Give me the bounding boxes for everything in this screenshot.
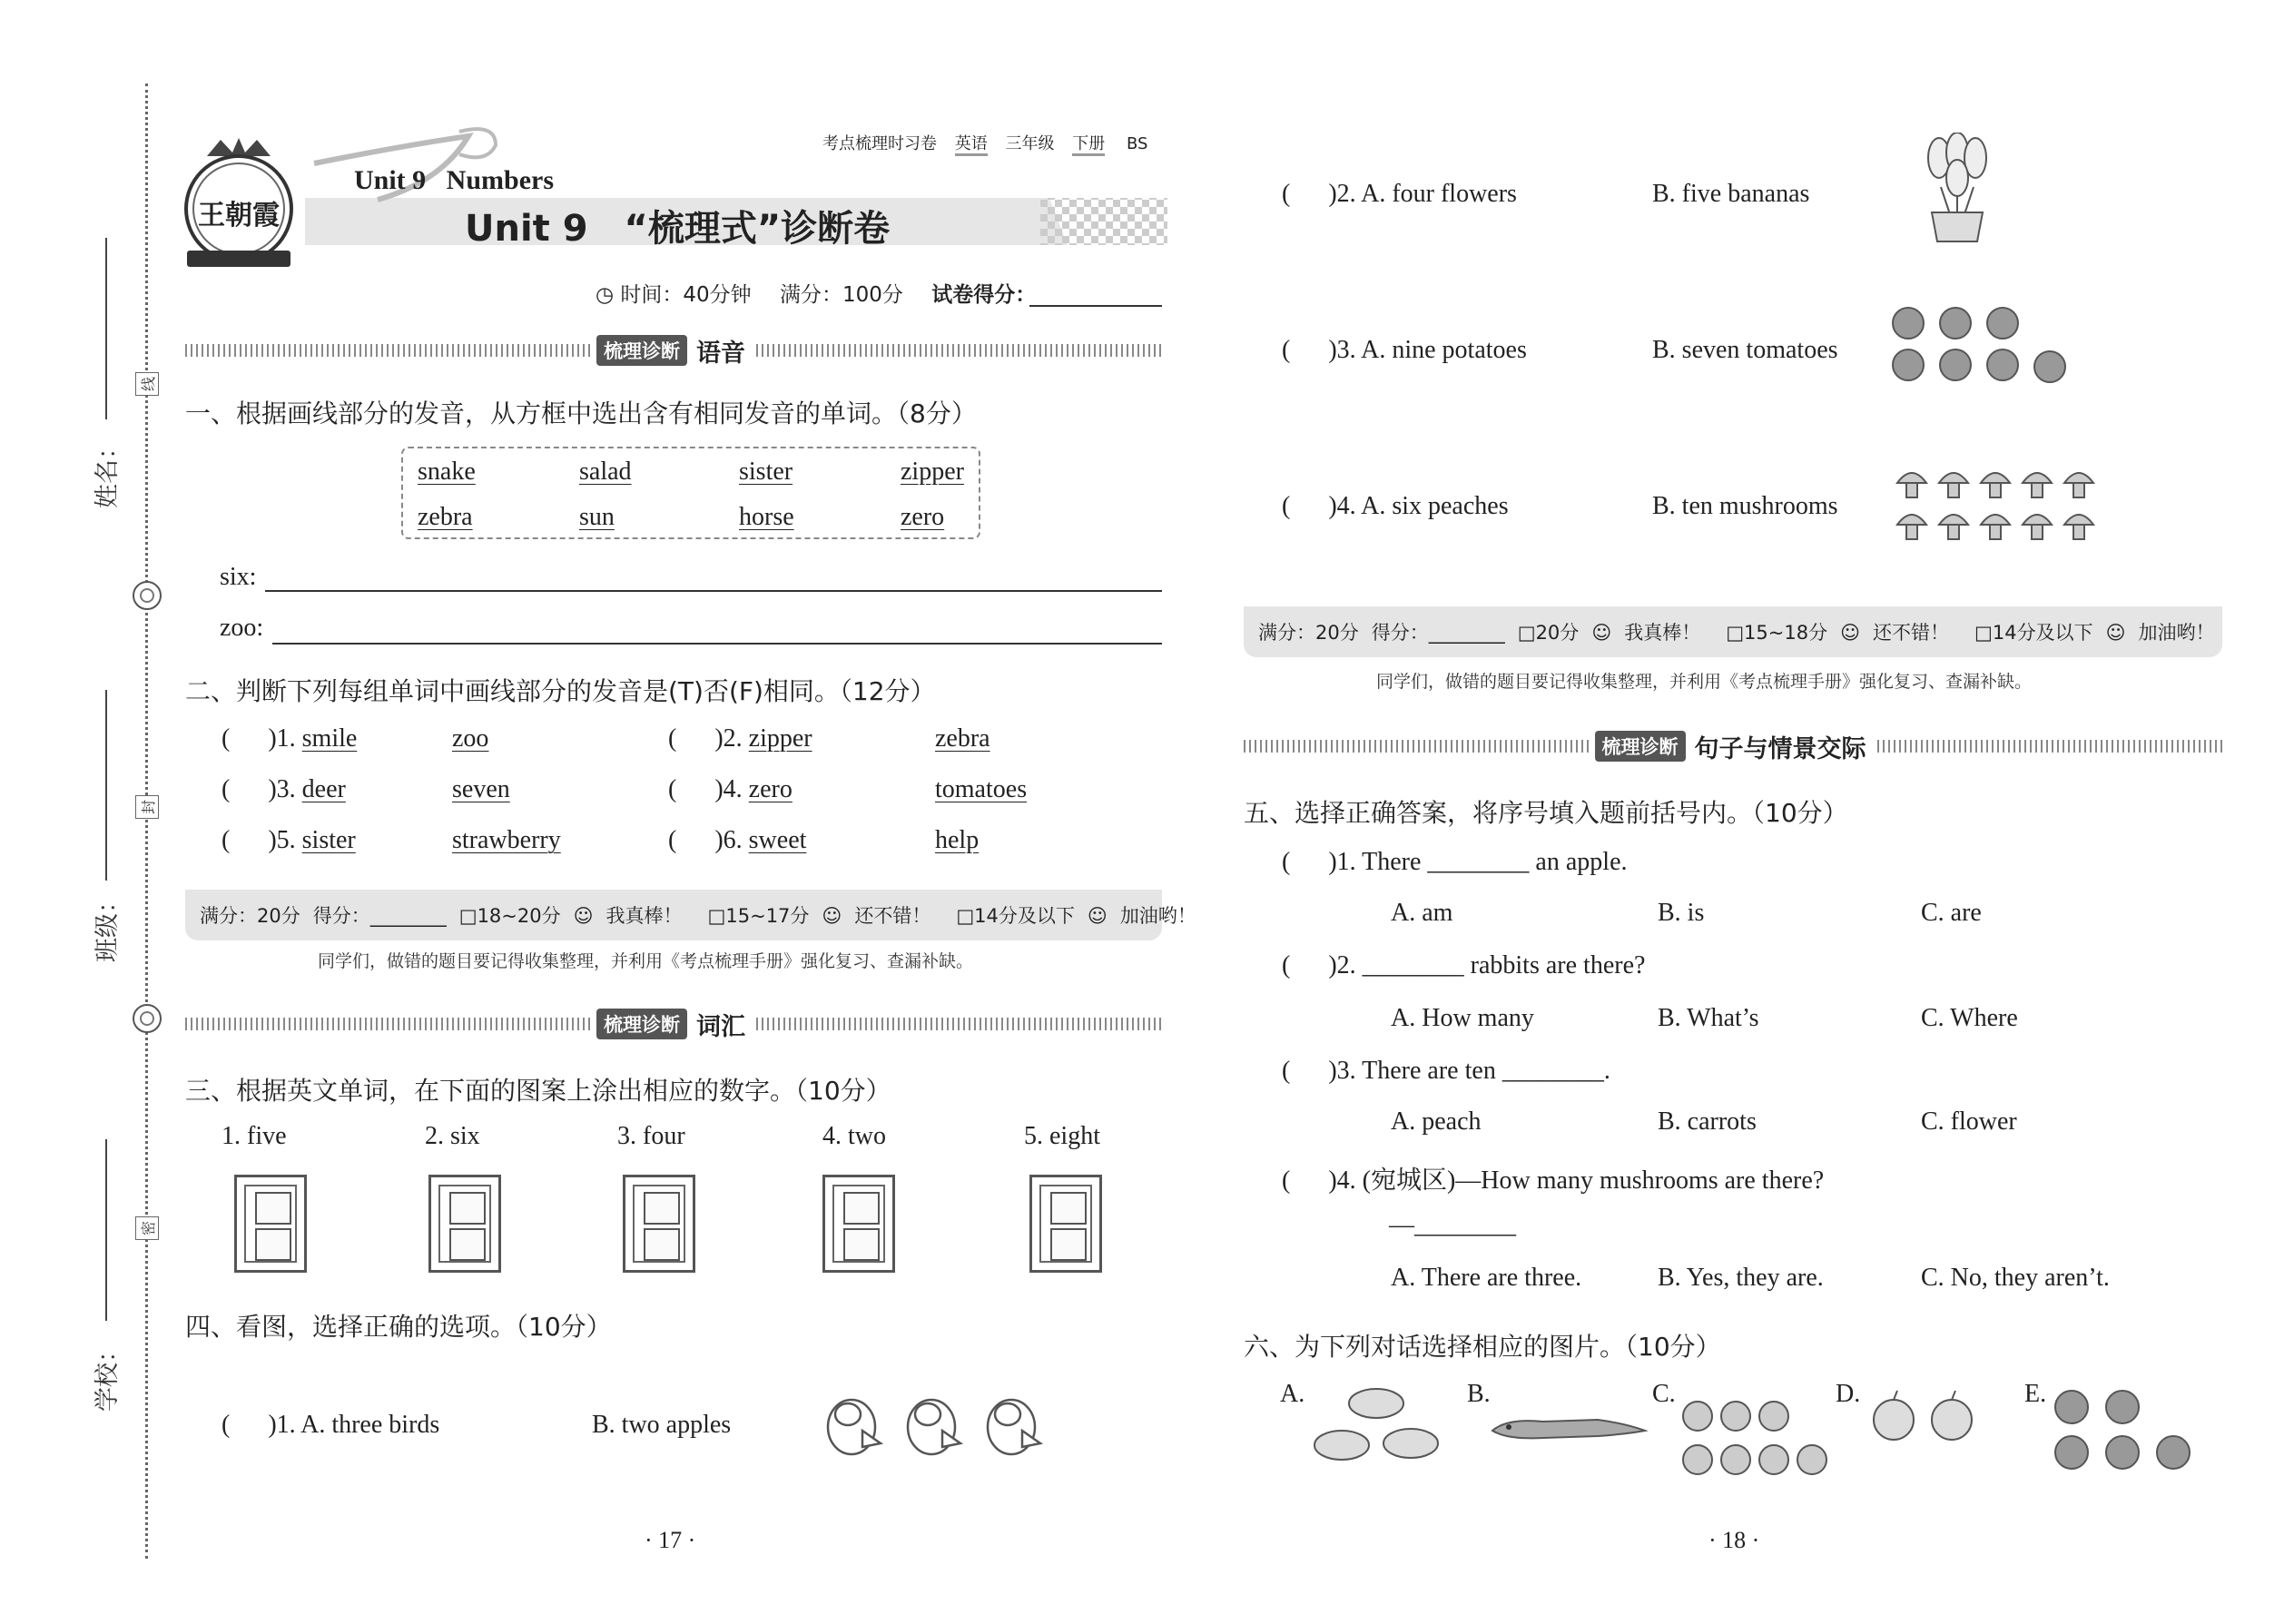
q3-item-3: 3. four — [617, 1122, 685, 1150]
divider — [1877, 740, 2223, 753]
divider — [756, 344, 1162, 357]
q5-item-2-option-a[interactable]: A. How many — [1391, 1004, 1534, 1032]
rating-text: 还不错！ — [854, 905, 931, 927]
q2-item-2-word2 — [935, 724, 990, 753]
page-number-18: · 18 · — [1708, 1527, 1760, 1553]
q3-heading: 三、根据英文单词，在下面的图案上涂出相应的数字。（10分） — [185, 1076, 891, 1106]
header-meta — [822, 131, 1147, 154]
q6-option-a[interactable]: A. — [1280, 1380, 1305, 1408]
q3-item-2: 2. six — [425, 1122, 480, 1150]
q2-item-3[interactable]: ( )3. deer — [222, 775, 346, 803]
rating-text: 我真棒！ — [605, 905, 683, 927]
section-tag: 梳理诊断 — [596, 1009, 687, 1039]
q1-word-box — [401, 447, 980, 539]
word-text: deer — [301, 775, 346, 803]
word-item — [418, 503, 473, 532]
score-got: 得分：________ — [1371, 622, 1505, 644]
word-text: sweet — [748, 826, 807, 854]
q5-item-3[interactable]: ( )3. There are ten ________. — [1282, 1057, 1610, 1085]
rating-text: 还不错！ — [1873, 622, 1950, 644]
flowers-picture — [1914, 133, 2001, 247]
edition-label: BS — [1126, 134, 1148, 153]
punch-hole-icon — [133, 581, 162, 610]
q6-option-c[interactable]: C. — [1652, 1380, 1676, 1408]
word-text: zipper — [748, 724, 812, 753]
q6-heading: 六、为下列对话选择相应的图片。（10分） — [1244, 1332, 1721, 1362]
word-item — [418, 458, 476, 487]
word-text: strawberry — [452, 826, 561, 854]
item-stem: )2. ________ rabbits are there? — [1328, 951, 1646, 979]
q5-item-4[interactable]: ( )4. (宛城区)—How many mushrooms are there? — [1282, 1166, 1825, 1195]
q5-item-1-option-a[interactable]: A. am — [1391, 899, 1453, 927]
rating-3[interactable] — [956, 901, 1208, 929]
q5-item-1[interactable]: ( )1. There ________ an apple. — [1282, 848, 1628, 876]
rating-text: 我真棒！ — [1624, 622, 1701, 644]
word-text: seven — [452, 775, 510, 803]
smiley-icon: ☺ — [822, 905, 842, 927]
clock-icon: ◷ — [596, 283, 615, 307]
name-blank — [105, 238, 107, 419]
unit-title: Unit 9 — [465, 208, 588, 250]
rating-1[interactable] — [1518, 618, 1713, 645]
q5-item-2-option-b[interactable]: B. What’s — [1658, 1004, 1759, 1032]
rating-3[interactable] — [1974, 618, 2227, 645]
item-text: )4. A. six peaches — [1328, 492, 1509, 520]
q4-item-1[interactable]: ( )1. A. three birds — [222, 1411, 440, 1439]
item-stem: )3. There are ten ________. — [1328, 1057, 1610, 1085]
divider — [1244, 740, 1590, 753]
word-text: zero — [748, 775, 793, 803]
q1-six-label: six: — [220, 563, 257, 591]
score-got: 得分：________ — [312, 905, 447, 927]
name-label: 姓名： — [94, 435, 122, 508]
word-text: sister — [739, 458, 793, 486]
word-item — [579, 503, 615, 532]
q5-item-3-option-b[interactable]: B. carrots — [1658, 1107, 1757, 1136]
q5-item-3-option-c[interactable]: C. flower — [1921, 1107, 2017, 1136]
q2-item-6-word2 — [935, 826, 979, 855]
smiley-icon: ☺ — [1840, 622, 1861, 644]
section-phonics-bar — [185, 339, 1162, 368]
digit-pattern[interactable] — [1029, 1175, 1102, 1273]
divider — [756, 1018, 1162, 1030]
item-stem: )4. (宛城区)—How many mushrooms are there? — [1328, 1166, 1825, 1195]
divider — [185, 344, 591, 357]
smiley-icon: ☺ — [1591, 622, 1612, 644]
q4-item-3[interactable]: ( )3. A. nine potatoes — [1282, 336, 1527, 364]
q3-item-1: 1. five — [222, 1122, 287, 1150]
q5-item-4-option-c[interactable]: C. No, they aren’t. — [1921, 1264, 2110, 1292]
q1-zoo-answer-line[interactable] — [272, 643, 1162, 645]
q5-item-3-option-a[interactable]: A. peach — [1391, 1107, 1482, 1136]
cut-label-line: 线 — [135, 372, 159, 396]
apples-picture — [1870, 1385, 1979, 1449]
word-text: help — [935, 826, 980, 854]
q2-item-1-word2 — [452, 724, 488, 753]
full-score-label: 满分：100分 — [779, 283, 903, 307]
item-text: )3. A. nine potatoes — [1328, 336, 1527, 364]
item-text: )2. A. four flowers — [1328, 180, 1517, 208]
exam-info — [596, 278, 1036, 308]
word-text: sun — [579, 503, 615, 531]
crocodile-picture — [1489, 1407, 1649, 1447]
item-number: )5. — [268, 826, 296, 854]
item-text: )1. A. three birds — [268, 1411, 440, 1439]
school-label: 学校： — [94, 1338, 122, 1412]
q4-item-1-option-b: B. two apples — [592, 1411, 732, 1439]
word-text: smile — [301, 724, 358, 753]
rating-2[interactable] — [1726, 618, 1962, 645]
grade-label: 三年级 — [1005, 134, 1055, 153]
review-note-left: 同学们，做错的题目要记得收集整理，并利用《考点梳理手册》强化复习、查漏补缺。 — [318, 951, 974, 971]
q2-item-5[interactable]: ( )5. sister — [222, 826, 356, 854]
smiley-icon: ☺ — [2105, 622, 2126, 644]
section-tag: 梳理诊断 — [1595, 731, 1686, 762]
q5-item-4-option-b[interactable]: B. Yes, they are. — [1658, 1264, 1824, 1292]
class-blank — [105, 690, 107, 881]
word-text: horse — [739, 503, 794, 531]
tomatoes-picture — [1886, 305, 2086, 389]
unit-line: Unit 9 Numbers — [354, 165, 555, 195]
rating-text: 加油哟！ — [1119, 905, 1196, 927]
q4-heading: 四、看图，选择正确的选项。（10分） — [185, 1312, 612, 1342]
word-item — [739, 458, 793, 487]
digit-pattern[interactable] — [428, 1175, 501, 1273]
word-text: zebra — [935, 724, 990, 753]
rating-range: □15~18分 — [1726, 622, 1828, 644]
q4-item-4[interactable]: ( )4. A. six peaches — [1282, 492, 1509, 520]
paper-score-blank[interactable] — [1029, 305, 1162, 307]
binding-line — [145, 84, 148, 1559]
score-full: 满分：20分 — [200, 905, 300, 927]
word-text: zoo — [452, 724, 489, 753]
section-sentences-bar — [1244, 734, 2222, 763]
item-number: )2. — [714, 724, 743, 753]
onions-picture — [1678, 1394, 1841, 1481]
q3-item-4: 4. two — [822, 1122, 886, 1150]
cut-label-seal: 封 — [135, 795, 159, 819]
item-number: )6. — [714, 826, 743, 854]
digit-pattern[interactable] — [822, 1175, 895, 1273]
review-note-right: 同学们，做错的题目要记得收集整理，并利用《考点梳理手册》强化复习、查漏补缺。 — [1376, 672, 2033, 692]
class-label: 班级： — [94, 889, 122, 962]
rating-range: □20分 — [1517, 622, 1580, 644]
section-title: 词汇 — [696, 1012, 745, 1041]
q5-item-4-answer-line[interactable]: —________ — [1389, 1211, 1516, 1239]
birds-picture — [815, 1383, 1060, 1467]
q4-item-4-option-b: B. ten mushrooms — [1652, 492, 1838, 520]
q2-item-6[interactable]: ( )6. sweet — [668, 826, 807, 854]
q6-option-b[interactable]: B. — [1467, 1380, 1491, 1408]
q6-option-e[interactable]: E. — [2024, 1380, 2047, 1408]
word-text: sister — [301, 826, 356, 854]
digit-pattern[interactable] — [623, 1175, 695, 1273]
q2-item-3-word2 — [452, 775, 510, 804]
q2-item-4-word2 — [935, 775, 1027, 804]
q5-item-2-option-c[interactable]: C. Where — [1921, 1004, 2018, 1032]
time-label: 时间：40分钟 — [620, 283, 752, 307]
q4-item-2[interactable]: ( )2. A. four flowers — [1282, 180, 1517, 208]
logo-text: 王朝霞 — [198, 200, 280, 231]
q5-item-1-option-c[interactable]: C. are — [1921, 899, 1982, 927]
word-text: zero — [901, 503, 945, 531]
q1-six-answer-line[interactable] — [265, 590, 1162, 592]
term-label: 下册 — [1072, 134, 1105, 156]
rating-2[interactable] — [708, 901, 944, 929]
word-item — [739, 503, 794, 532]
q6-option-d[interactable]: D. — [1836, 1380, 1861, 1408]
word-text: zipper — [901, 458, 964, 486]
word-text: snake — [418, 458, 476, 486]
q2-heading: 二、判断下列每组单词中画线部分的发音是(T)否(F)相同。（12分） — [185, 676, 936, 706]
cut-label-secret: 密 — [135, 1216, 159, 1240]
paper-title: “梳理式”诊断卷 — [624, 208, 891, 250]
section-vocab-bar — [185, 1012, 1162, 1041]
q5-item-2[interactable]: ( )2. ________ rabbits are there? — [1282, 951, 1646, 979]
item-stem: )1. There ________ an apple. — [1328, 848, 1628, 876]
rating-1[interactable] — [459, 901, 695, 929]
rating-text: 加油哟！ — [2138, 622, 2215, 644]
rating-range: □18~20分 — [458, 905, 561, 927]
q4-item-2-option-b: B. five bananas — [1652, 180, 1810, 208]
series-label: 考点梳理时习卷 — [822, 134, 937, 153]
q2-item-1[interactable]: ( )1. smile — [222, 724, 358, 753]
item-number: )4. — [714, 775, 743, 803]
word-text: zebra — [418, 503, 473, 531]
smiley-icon: ☺ — [1087, 905, 1108, 927]
score-bar-left — [185, 890, 1196, 940]
page-title — [465, 200, 890, 251]
page-number-17: · 17 · — [645, 1527, 696, 1553]
smiley-icon: ☺ — [573, 905, 594, 927]
q2-item-2[interactable]: ( )2. zipper — [668, 724, 812, 753]
punch-hole-icon — [133, 1004, 162, 1033]
q5-item-1-option-b[interactable]: B. is — [1658, 899, 1705, 927]
tomatoes-group-picture — [2050, 1387, 2200, 1474]
q1-zoo-label: zoo: — [220, 614, 264, 642]
q5-item-4-option-a[interactable]: A. There are three. — [1391, 1264, 1582, 1292]
divider — [185, 1018, 591, 1030]
score-bar-right — [1244, 606, 2222, 657]
word-text: salad — [579, 458, 632, 486]
digit-pattern[interactable] — [234, 1175, 307, 1273]
q2-item-5-word2 — [452, 826, 561, 855]
subject-label: 英语 — [955, 134, 988, 156]
item-number: )3. — [268, 775, 296, 803]
rating-range: □14分及以下 — [956, 905, 1075, 927]
section-title: 语音 — [696, 339, 745, 368]
school-blank — [105, 1139, 107, 1321]
q2-item-4[interactable]: ( )4. zero — [668, 775, 793, 803]
rating-range: □15~17分 — [707, 905, 810, 927]
section-tag: 梳理诊断 — [596, 335, 687, 366]
word-text: tomatoes — [935, 775, 1028, 803]
paper-score-label: 试卷得分： — [931, 283, 1037, 307]
q3-item-5: 5. eight — [1024, 1122, 1100, 1150]
plates-picture — [1313, 1385, 1440, 1467]
q4-item-3-option-b: B. seven tomatoes — [1652, 336, 1838, 364]
score-full: 满分：20分 — [1258, 622, 1359, 644]
word-item — [579, 458, 632, 487]
publisher-logo — [180, 136, 298, 272]
section-title: 句子与情景交际 — [1694, 734, 1866, 763]
word-item — [901, 503, 944, 532]
mushrooms-picture — [1894, 463, 2115, 546]
item-number: )1. — [268, 724, 296, 753]
rating-range: □14分及以下 — [1974, 622, 2093, 644]
q5-heading: 五、选择正确答案，将序号填入题前括号内。（10分） — [1244, 798, 1848, 828]
word-item — [901, 458, 964, 487]
q1-heading: 一、根据画线部分的发音，从方框中选出含有相同发音的单词。（8分） — [185, 399, 977, 428]
